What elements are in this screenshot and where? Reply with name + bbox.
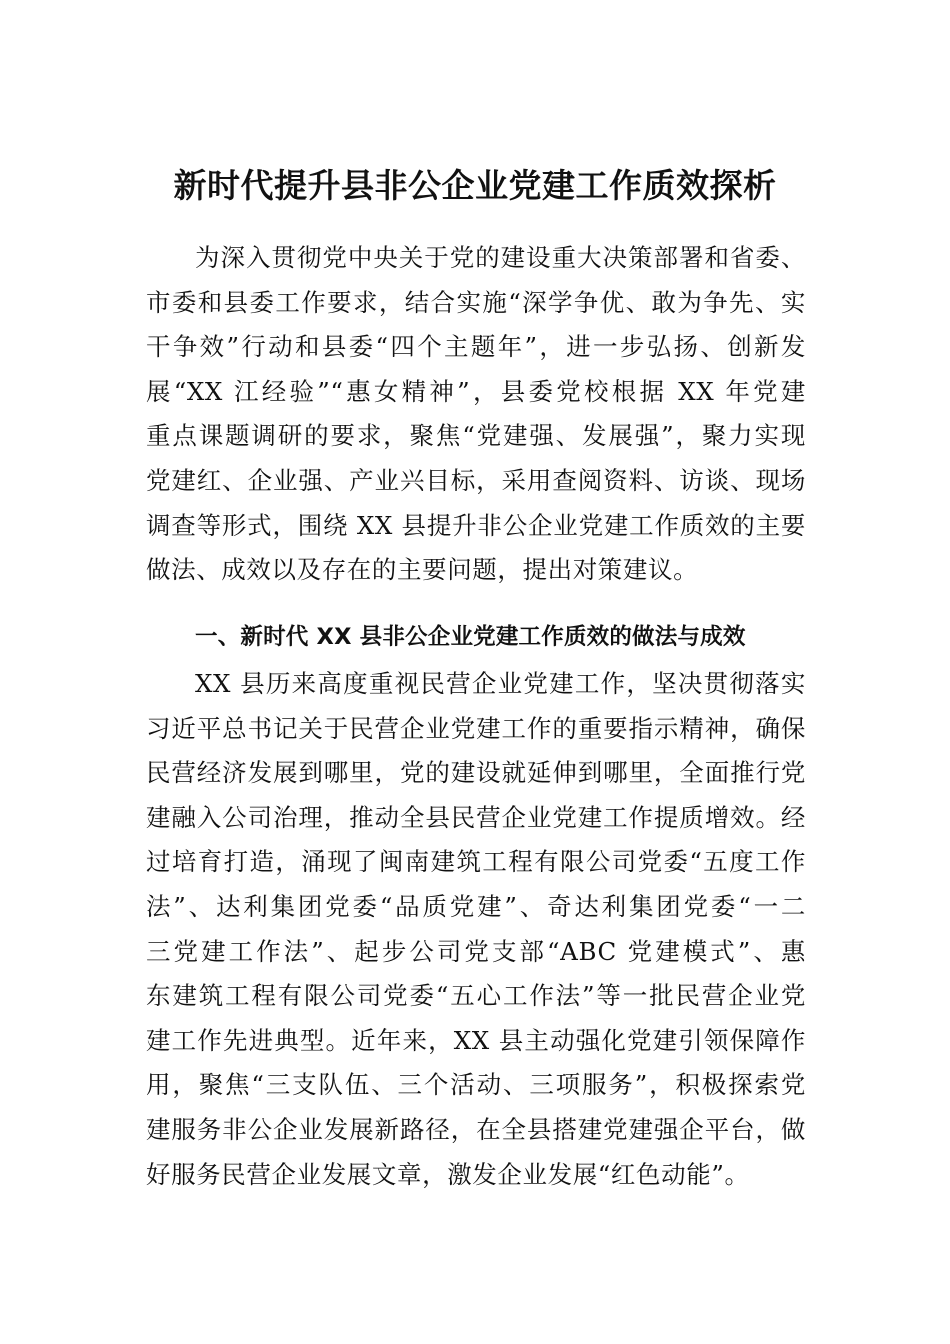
paragraph-line: 习近平总书记关于民营企业党建工作的重要指示精神，确保 [146,713,806,743]
paragraph-line: 市委和县委工作要求，结合实施“深学争优、敢为争先、实 [146,287,806,317]
paragraph-line: 党建红、企业强、产业兴目标，采用查阅资料、访谈、现场 [146,465,806,495]
section-heading: 一、新时代 XX 县非公企业党建工作质效的做法与成效 [195,624,746,650]
paragraph-line: 建服务非公企业发展新路径，在全县搭建党建强企平台，做 [146,1114,806,1144]
paragraph-line: 民营经济发展到哪里，党的建设就延伸到哪里，全面推行党 [146,758,806,788]
paragraph-line: 用，聚焦“三支队伍、三个活动、三项服务”，积极探索党 [146,1070,806,1100]
paragraph-line: 干争效”行动和县委“四个主题年”，进一步弘扬、创新发 [146,332,806,362]
paragraph-line: 东建筑工程有限公司党委“五心工作法”等一批民营企业党 [146,981,806,1011]
paragraph-line: XX 县历来高度重视民营企业党建工作，坚决贯彻落实 [195,669,806,698]
paragraph-line: 法”、达利集团党委“品质党建”、奇达利集团党委“一二 [146,891,806,921]
intro-paragraph [146,236,806,593]
paragraph-line: 过培育打造，涌现了闽南建筑工程有限公司党委“五度工作 [146,847,806,877]
paragraph-line: 好服务民营企业发展文章，激发企业发展“红色动能”。 [146,1159,750,1189]
paragraph-line: 三党建工作法”、起步公司党支部“ABC 党建模式”、惠 [146,936,806,966]
paragraph-line: 展“XX 江经验”“惠女精神”，县委党校根据 XX 年党建 [146,376,806,406]
paragraph-line: 建工作先进典型。近年来，XX 县主动强化党建引领保障作 [146,1025,806,1055]
document-title: 新时代提升县非公企业党建工作质效探析 [173,166,777,205]
paragraph-line: 重点课题调研的要求，聚焦“党建强、发展强”，聚力实现 [146,421,806,451]
paragraph-line: 为深入贯彻党中央关于党的建设重大决策部署和省委、 [195,243,806,272]
body-paragraph [146,662,806,1197]
paragraph-line: 建融入公司治理，推动全县民营企业党建工作提质增效。经 [146,802,806,832]
paragraph-line: 调查等形式，围绕 XX 县提升非公企业党建工作质效的主要 [146,510,806,540]
paragraph-line: 做法、成效以及存在的主要问题，提出对策建议。 [146,555,699,585]
